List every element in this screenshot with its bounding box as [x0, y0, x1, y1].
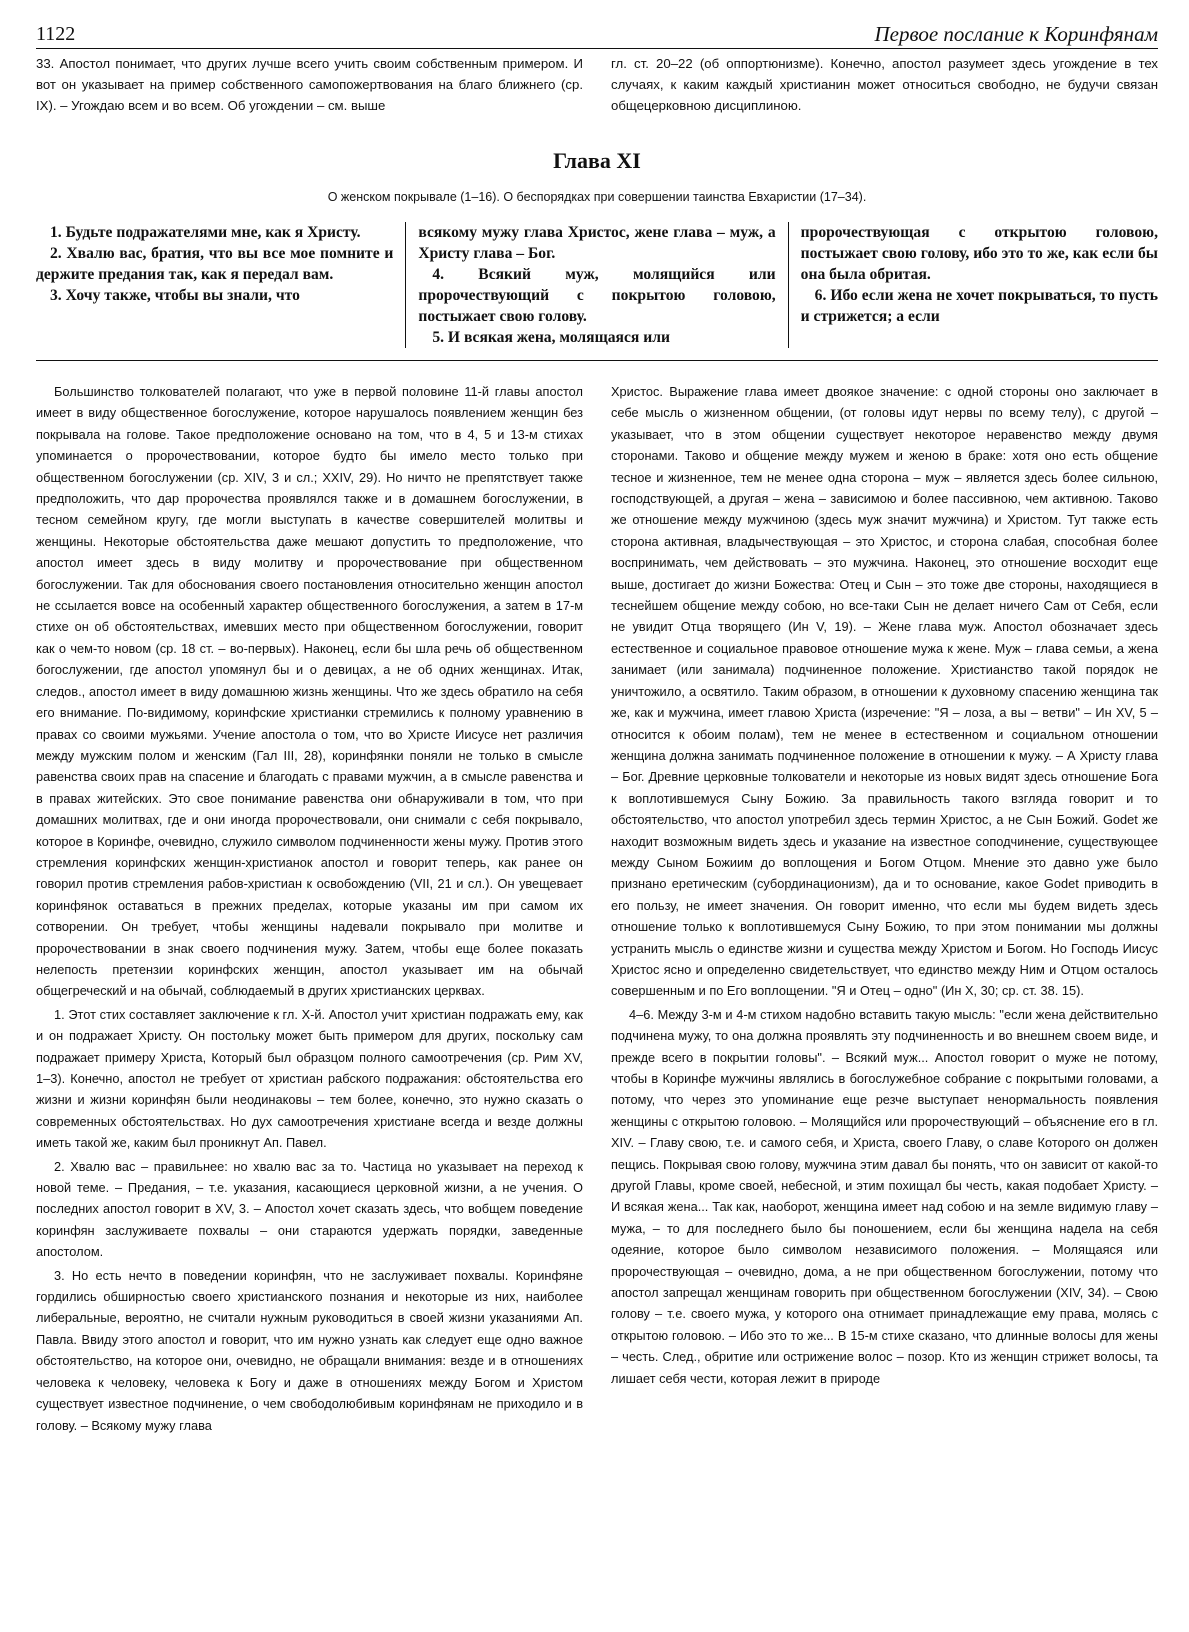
commentary-right-column: [611, 381, 1158, 1438]
commentary-verse-1: 1. Этот стих составляет заключение к гл. X-й. Апостол учит христиан подражать ему, как и он подражает Христу. Он постольку может быть примером для других, поскольку сам подражает примеру Христа, Который был образцом полного самоотречения (ср. Рим XV, 1–3). Конечно, апостол не требует от христиан рабского подражания: обстоятельства его жизни и жизни коринфян были неодинаковы – тем более, конечно, это нужно сказать о современных обстоятельствах. Но дух самоотречения христиане всегда и везде должны иметь такой же, каким был проникнут Ап. Павел.: [36, 1006, 583, 1151]
page-header: [36, 14, 1158, 49]
top-note-left: 33. Апостол понимает, что других лучше всего учить своим собственным примером. И вот он указывает на пример собственного самопожертвования на благо ближнего (ср. IX). – Угождаю всем и во всем. Об угождении – см. выше: [36, 56, 583, 113]
verse-1: 1. Будьте подражателями мне, как я Христу.: [50, 224, 361, 241]
page: [36, 14, 1158, 1438]
scripture-column-1: [36, 222, 405, 348]
top-note-right: гл. ст. 20–22 (об оппортюнизме). Конечно, апостол разумеет здесь угождение в тех случаях, к каким каждый христианин может относиться свободно, не будучи связан общецерковною дисциплиною.: [611, 56, 1158, 113]
running-title: Первое послание к Коринфянам: [874, 22, 1158, 46]
commentary-left-column: [36, 381, 583, 1438]
page-number: 1122: [36, 23, 76, 45]
commentary: [36, 381, 1158, 1438]
chapter-summary: О женском покрывале (1–16). О беспорядках при совершении таинства Евхаристии (17–34).: [327, 190, 867, 204]
commentary-verse-2: 2. Хвалю вас – правильнее: но хвалю вас за то. Частица но указывает на переход к новой теме. – Предания, – т.е. указания, касающиеся церковной жизни, а не учения. О последних апостол говорит в XV, 3. – Апостол хочет сказать здесь, что вобщем поведение коринфян заслуживаете похвалы – они стараются удержать порядки, заведенные апостолом.: [36, 1158, 583, 1260]
verse-2: 2. Хвалю вас, братия, что вы все мое помните и держите предания так, как я передал вам.: [36, 245, 394, 283]
verse-5-cont: пророчествующая с открытою головою, постыжает свою голову, ибо это то же, как если бы она была обритая.: [800, 224, 1158, 283]
commentary-intro: Большинство толкователей полагают, что уже в первой половине 11-й главы апостол имеет в виду общественное богослужение, которое нарушалось появлением женщин без покрывала на голове. Такое предположение основано на том, что в 4, 5 и 13-м стихах упоминается о пророчествовании, которое будто бы имело место только при общественном богослужении (ср. XIV, 3 и сл.; XXIV, 29). Но ничто не препятствует также предположить, что дар пророчества проявлялся также и в домашнем богослужении, в тесном семейном кругу, где могли выступать в качестве совершителей молитвы и женщины. Некоторые обстоятельства даже мешают допустить то предположение, что апостол имеет здесь в виду молитву и пророчествование при общественном богослужении. Так для обоснования своего постановления относительно женщин апостол не ссылается вовсе на особенный характер общественного богослужения, а затем в 17-м стихе он об обстоятельствах, имевших место при общественном богослужении, говорит как о чем-то новом (ср. 18 ст. – во-первых). Наконец, если бы шла речь об общественном богослужении, где апостол упомянул бы и о девицах, а не об одних женщинах. Итак, следов., апостол имеет в виду домашнюю жизнь женщины. Что же здесь обратило на себя его внимание. По-видимому, коринфские христианки стремились к полному уравнению в правах со своими мужьями. Учение апостола о том, что во Христе Иисусе нет различия между мужским полом и женским (Гал III, 28), коринфянки поняли не только в смысле равенства своих прав на спасение и благодать с правами мужчин, а в смысле равенства и в правах житейских. Это свое понимание равенства они обнаруживали в том, что при домашних молитвах, где и они иногда пророчествовали, они снимали с себя покрывало, которое в Коринфе, очевидно, служило символом подчиненности жены мужу. Против этого стремления коринфских женщин-христианок апостол и говорит теперь, как ранее он говорил против стремления рабов-христиан к освобождению (VII, 21 и сл.). Он увещевает коринфянок оставаться в прежних пределах, которые указаны им при самом их сотворении. Он требует, чтобы женщины надевали покрывало при молитве и пророчествовании в знак своего подчинения мужу. Затем, чтобы еще более показать нелепость претензии коринфских женщин, апостол указывает им на обычай общегреческий и на обычай, соблюдаемый в других христианских церквах.: [36, 384, 583, 999]
commentary-verse-3: 3. Но есть нечто в поведении коринфян, что не заслуживает похвалы. Коринфяне гордились обширностью своего христианского познания и некоторые из них, наиболее либеральные, вероятно, не считали нужным руководиться в своей жизни указаниями Ап. Павла. Ввиду этого апостол и говорит, что им нужно узнать как следует еще одно важное обстоятельство, на которое они, очевидно, не обращали внимания: везде и в отношениях человека к человеку, человека к Богу и даже в отношениях между Богом и Христом существует известное подчинение, о чем свободолюбивым коринфянам не приходило и в голову. – Всякому мужу глава: [36, 1267, 583, 1433]
top-notes: [36, 53, 1158, 116]
verse-5: 5. И всякая жена, молящаяся или: [432, 329, 670, 346]
scripture-text: [36, 222, 1158, 361]
verse-6: 6. Ибо если жена не хочет покрываться, то пусть и стрижется; а если: [800, 287, 1158, 325]
chapter-title: Глава XI: [553, 148, 641, 173]
scripture-column-2: [405, 222, 787, 348]
verse-3: 3. Хочу также, чтобы вы знали, что: [50, 287, 300, 304]
scripture-column-3: [788, 222, 1158, 348]
verse-3-cont: всякому мужу глава Христос, жене глава – муж, а Христу глава – Бог.: [418, 224, 776, 262]
verse-4: 4. Всякий муж, молящийся или пророчествующий с покрытою головою, постыжает свою голову.: [418, 266, 776, 325]
commentary-verse-3-cont: Христос. Выражение глава имеет двоякое значение: с одной стороны оно заключает в себе мысль о жизненном общении, (от головы идут нервы по всему телу), с другой – указывает, что в этом общении существует некоторое неравенство между двумя сторонами. Таково и общение между мужем и женою в браке: хотя оно есть общение тесное и жизненное, тем не менее одна сторона – муж – является здесь более сильною, господствующей, а другая – жена – зависимою и более пассивною, чем активною. Таково же отношение между мужчиною (здесь муж значит мужчина) и Христом. Тут также есть сторона активная, владычествующая – это Христос, и сторона слабая, способная более воспринимать, чем действовать – это мужчина. Наконец, это отношение восходит еще выше, достигает до жизни Божества: Отец и Сын – это тоже две стороны, находящиеся в теснейшем общение между собою, но все-таки Сын не делает ничего Сам от Себя, если не увидит Отца творящего (Ин V, 19). – Жене глава муж. Апостол обозначает здесь естественное и социальное правовое отношение мужа к жене. Муж – глава семьи, а жена занимает (или занимала) подчиненное положение. Христианство такой порядок не уничтожило, а освятило. Таким образом, в отношении к духовному спасению женщина так же, как и мужчина, имеет главою Христа (изречение: "Я – лоза, а вы – ветви" – Ин XV, 5 – относится к обоим полам), тем не менее в естественном и социальном отношении женщина должна занимать подчиненное положение в отношении к мужу. – А Христу глава – Бог. Древние церковные толкователи и некоторые из новых видят здесь отношение Бога к воплотившемуся Сыну Божию. За правильность такого взгляда говорит и то обстоятельство, что апостол употребил здесь термин Христос, а не Сын Божий. Godet же находит возможным видеть здесь и указание на известное соподчинение, существующее между Сыном Божиим до воплощения и Богом Отцом. Мнение это давно уже было признано еретическим (субординационизм), да и то основание, какое Godet приводить в его пользу, не имеет значения. Он говорит именно, что если мы будем видеть здесь отношение только к воплотившемуся Сыну Божию, то при этом понимании мы должны устранить мысль о единстве жизни и существа между Христом и Богом. Но Господь Иисус Христос ясно и определенно свидетельствует, что единство между Ним и Отцом осталось совершенным и по Его воплощении. "Я и Отец – одно" (Ин X, 30; ср. ст. 38. 15).: [611, 384, 1158, 999]
commentary-verses-4-6: 4–6. Между 3-м и 4-м стихом надобно вставить такую мысль: "если жена действительно подчинена мужу, то она должна проявлять эту подчиненность и во внешнем своем виде, и прежде всего в покрытии головы". – Всякий муж... Апостол говорит о муже не потому, чтобы в Коринфе мужчины являлись в богослужебное собрание с покрытыми головами, а потому, что через это упоминание еще резче выступает ненормальность появления женщины с открытою головою. – Молящийся или пророчествующий – объяснение его в гл. XIV. – Главу свою, т.е. и самого себя, и Христа, своего Главу, о славе Которого он должен пещись. Покрывая свою голову, мужчина этим давал бы понять, что он зависит от какой-то другой Главы, кроме своей, небесной, и этим похищал бы честь, какая подобает Христу. – И всякая жена... Так как, наоборот, женщина имеет над собою и на земле видимую главу – мужа, – то для последнего было бы поношением, если бы женщина надела на себя одеяние, которое было символом независимого положения. – Молящаяся или пророчествующая – очевидно, дома, а не при общественном богослужении, потому что апостол запрещал женщинам говорить при общественном богослужении (XIV, 34). – Свою голову – т.е. своего мужа, у которого она отнимает принадлежащие ему права, молясь с открытою головою. – Ибо это то же... В 15-м стихе сказано, что длинные волосы для жены – честь. След., обритие или острижение волос – позор. Кто из женщин стрижет волосы, та лишает себя чести, которая лежит в природе: [611, 1006, 1158, 1386]
